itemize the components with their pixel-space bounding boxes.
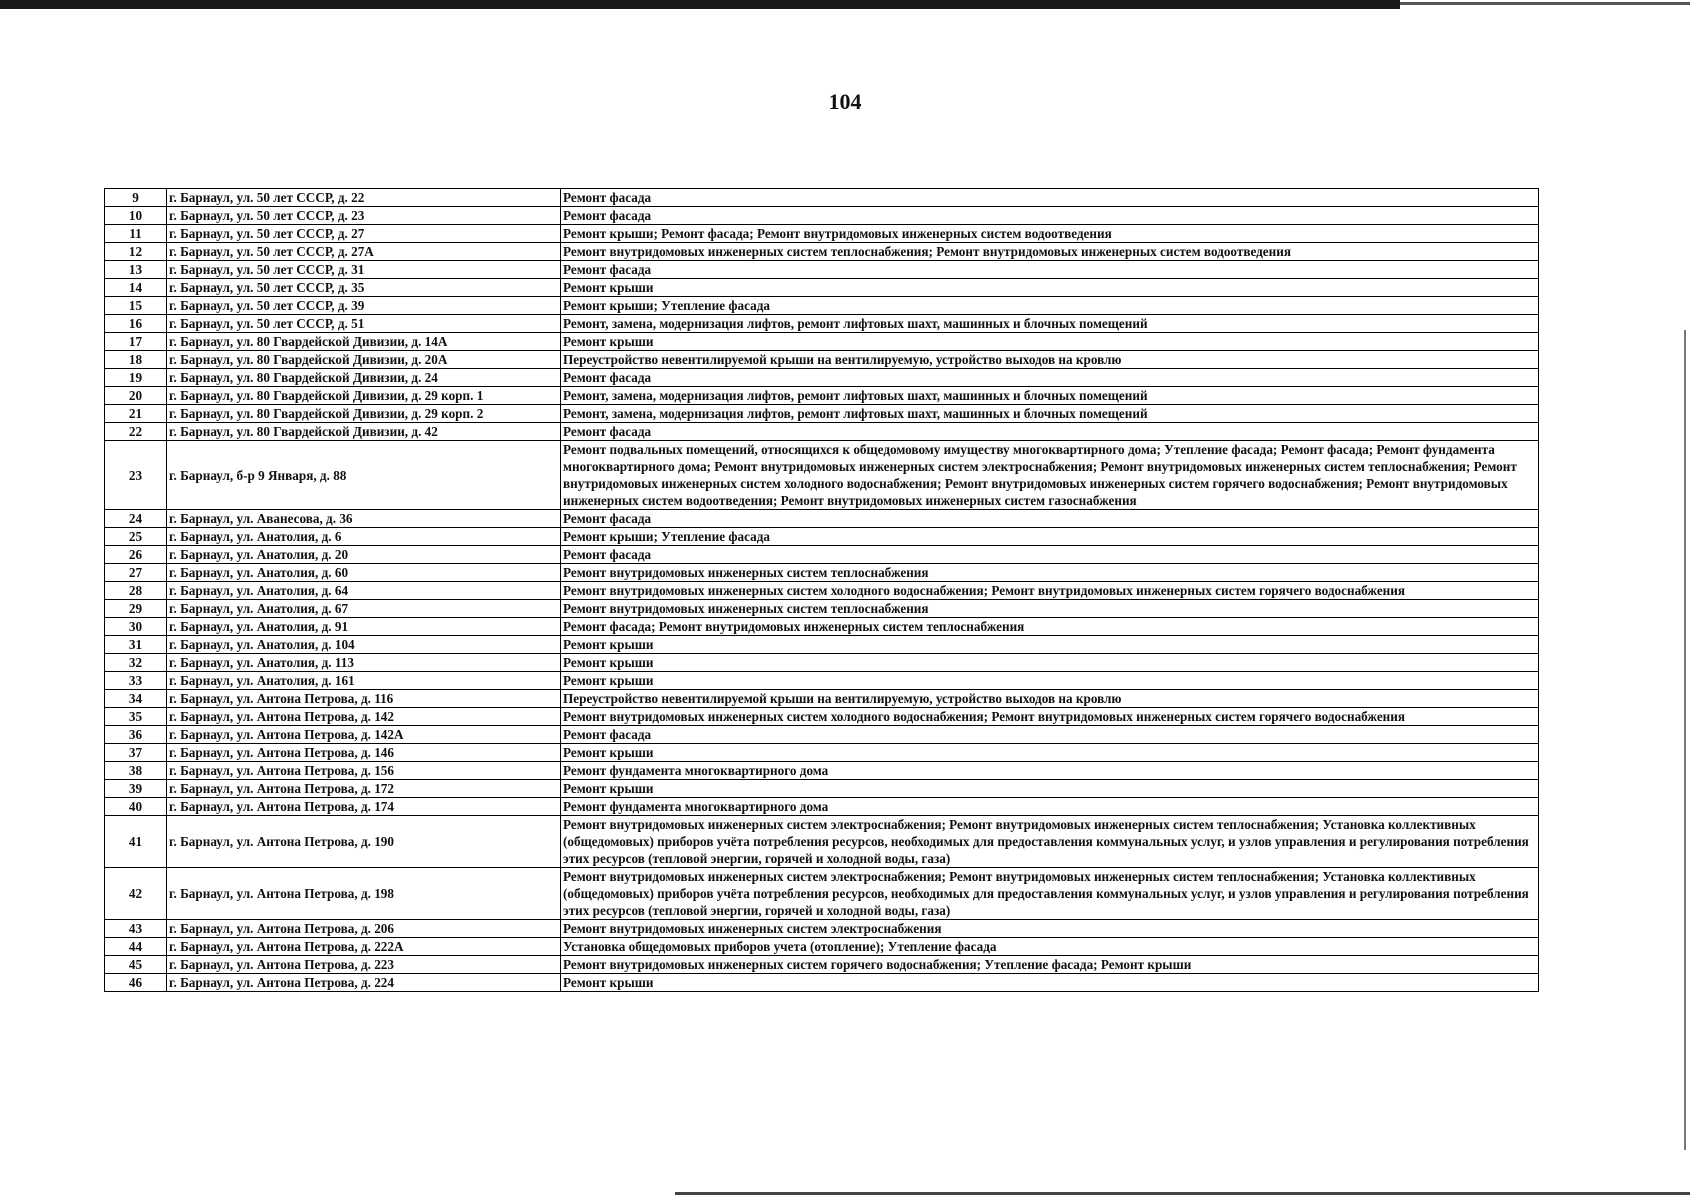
works-cell: Ремонт крыши [561,636,1539,654]
scan-edge-top [0,0,1400,9]
address-cell: г. Барнаул, ул. Антона Петрова, д. 222А [167,938,561,956]
table-row [105,405,1539,423]
row-number: 24 [105,510,167,528]
address-cell: г. Барнаул, ул. Анатолия, д. 64 [167,582,561,600]
scan-edge-bottom [675,1192,1690,1195]
address-cell: г. Барнаул, ул. Антона Петрова, д. 146 [167,744,561,762]
address-cell: г. Барнаул, ул. 50 лет СССР, д. 31 [167,261,561,279]
works-cell: Ремонт крыши [561,654,1539,672]
works-cell: Ремонт крыши [561,744,1539,762]
works-cell: Ремонт фасада [561,546,1539,564]
table-row [105,207,1539,225]
row-number: 43 [105,920,167,938]
table-row [105,297,1539,315]
works-cell: Ремонт внутридомовых инженерных систем электроснабжения; Ремонт внутридомовых инженерных систем теплоснабжения; Установка коллективных (общедомовых) приборов учёта потребления ресурсов, необходимых для предоставления коммунальных услуг, и узлов управления и регулирования потребления этих ресурсов (тепловой энергии, горячей и холодной воды, газа) [561,816,1539,868]
address-cell: г. Барнаул, ул. Анатолия, д. 60 [167,564,561,582]
works-cell: Ремонт фасада [561,726,1539,744]
address-cell: г. Барнаул, ул. Антона Петрова, д. 198 [167,868,561,920]
works-cell: Установка общедомовых приборов учета (отопление); Утепление фасада [561,938,1539,956]
row-number: 9 [105,189,167,207]
works-cell: Ремонт фасада [561,189,1539,207]
works-cell: Ремонт фундамента многоквартирного дома [561,762,1539,780]
table-row [105,708,1539,726]
address-cell: г. Барнаул, ул. 80 Гвардейской Дивизии, д. 14А [167,333,561,351]
row-number: 34 [105,690,167,708]
table-row [105,816,1539,868]
table-row [105,189,1539,207]
table-row [105,243,1539,261]
table-row [105,423,1539,441]
works-cell: Ремонт внутридомовых инженерных систем теплоснабжения [561,564,1539,582]
table-row [105,956,1539,974]
table-row [105,387,1539,405]
table-row [105,690,1539,708]
address-cell: г. Барнаул, ул. Анатолия, д. 113 [167,654,561,672]
table-row [105,600,1539,618]
address-cell: г. Барнаул, ул. 50 лет СССР, д. 35 [167,279,561,297]
works-cell: Ремонт внутридомовых инженерных систем холодного водоснабжения; Ремонт внутридомовых инженерных систем горячего водоснабжения [561,708,1539,726]
row-number: 45 [105,956,167,974]
address-cell: г. Барнаул, ул. 50 лет СССР, д. 27 [167,225,561,243]
row-number: 20 [105,387,167,405]
row-number: 42 [105,868,167,920]
table-row [105,546,1539,564]
table-row [105,333,1539,351]
scan-edge-top-fade [1400,2,1690,5]
repair-works-table [104,188,1539,992]
table-row [105,798,1539,816]
row-number: 25 [105,528,167,546]
works-cell: Ремонт, замена, модернизация лифтов, ремонт лифтовых шахт, машинных и блочных помещений [561,405,1539,423]
works-cell: Ремонт фундамента многоквартирного дома [561,798,1539,816]
address-cell: г. Барнаул, ул. 80 Гвардейской Дивизии, д. 24 [167,369,561,387]
row-number: 18 [105,351,167,369]
row-number: 29 [105,600,167,618]
address-cell: г. Барнаул, ул. Антона Петрова, д. 142 [167,708,561,726]
table-row [105,369,1539,387]
row-number: 30 [105,618,167,636]
row-number: 37 [105,744,167,762]
address-cell: г. Барнаул, ул. Антона Петрова, д. 206 [167,920,561,938]
address-cell: г. Барнаул, ул. Антона Петрова, д. 190 [167,816,561,868]
table-row [105,564,1539,582]
address-cell: г. Барнаул, ул. 50 лет СССР, д. 23 [167,207,561,225]
address-cell: г. Барнаул, ул. Антона Петрова, д. 142А [167,726,561,744]
address-cell: г. Барнаул, ул. Антона Петрова, д. 116 [167,690,561,708]
works-cell: Ремонт, замена, модернизация лифтов, ремонт лифтовых шахт, машинных и блочных помещений [561,315,1539,333]
address-cell: г. Барнаул, ул. 80 Гвардейской Дивизии, д. 42 [167,423,561,441]
address-cell: г. Барнаул, ул. Антона Петрова, д. 224 [167,974,561,992]
address-cell: г. Барнаул, ул. 50 лет СССР, д. 22 [167,189,561,207]
table-row [105,510,1539,528]
works-cell: Переустройство невентилируемой крыши на вентилируемую, устройство выходов на кровлю [561,690,1539,708]
address-cell: г. Барнаул, ул. Анатолия, д. 161 [167,672,561,690]
table-row [105,261,1539,279]
table-row [105,672,1539,690]
row-number: 14 [105,279,167,297]
table-row [105,762,1539,780]
address-cell: г. Барнаул, ул. Анатолия, д. 91 [167,618,561,636]
works-cell: Ремонт, замена, модернизация лифтов, ремонт лифтовых шахт, машинных и блочных помещений [561,387,1539,405]
works-cell: Ремонт внутридомовых инженерных систем холодного водоснабжения; Ремонт внутридомовых инженерных систем горячего водоснабжения [561,582,1539,600]
address-cell: г. Барнаул, ул. Антона Петрова, д. 156 [167,762,561,780]
works-cell: Ремонт фасада [561,369,1539,387]
works-cell: Ремонт крыши; Утепление фасада [561,528,1539,546]
table-body [105,189,1539,992]
works-cell: Ремонт крыши [561,672,1539,690]
works-cell: Переустройство невентилируемой крыши на вентилируемую, устройство выходов на кровлю [561,351,1539,369]
row-number: 44 [105,938,167,956]
row-number: 28 [105,582,167,600]
table-row [105,441,1539,510]
address-cell: г. Барнаул, ул. Аванесова, д. 36 [167,510,561,528]
works-cell: Ремонт фасада [561,423,1539,441]
address-cell: г. Барнаул, ул. 80 Гвардейской Дивизии, д. 29 корп. 2 [167,405,561,423]
address-cell: г. Барнаул, б-р 9 Января, д. 88 [167,441,561,510]
address-cell: г. Барнаул, ул. Антона Петрова, д. 174 [167,798,561,816]
table-row [105,636,1539,654]
row-number: 13 [105,261,167,279]
row-number: 17 [105,333,167,351]
table-row [105,868,1539,920]
address-cell: г. Барнаул, ул. Анатолия, д. 104 [167,636,561,654]
works-cell: Ремонт крыши [561,780,1539,798]
row-number: 21 [105,405,167,423]
row-number: 16 [105,315,167,333]
table-row [105,726,1539,744]
row-number: 39 [105,780,167,798]
row-number: 10 [105,207,167,225]
works-cell: Ремонт внутридомовых инженерных систем электроснабжения; Ремонт внутридомовых инженерных систем теплоснабжения; Установка коллективных (общедомовых) приборов учёта потребления ресурсов, необходимых для предоставления коммунальных услуг, и узлов управления и регулирования потребления этих ресурсов (тепловой энергии, горячей и холодной воды, газа) [561,868,1539,920]
address-cell: г. Барнаул, ул. Антона Петрова, д. 223 [167,956,561,974]
row-number: 12 [105,243,167,261]
works-cell: Ремонт подвальных помещений, относящихся к общедомовому имуществу многоквартирного дома; Утепление фасада; Ремонт фасада; Ремонт фундамента многоквартирного дома; Ремонт внутридомовых инженерных систем электроснабжения; Ремонт внутридомовых инженерных систем теплоснабжения; Ремонт внутридомовых инженерных систем холодного водоснабжения; Ремонт внутридомовых инженерных систем горячего водоснабжения; Ремонт внутридомовых инженерных систем водоотведения; Ремонт внутридомовых инженерных систем газоснабжения [561,441,1539,510]
table-row [105,780,1539,798]
row-number: 36 [105,726,167,744]
works-cell: Ремонт внутридомовых инженерных систем горячего водоснабжения; Утепление фасада; Ремонт крыши [561,956,1539,974]
works-cell: Ремонт внутридомовых инженерных систем теплоснабжения; Ремонт внутридомовых инженерных систем водоотведения [561,243,1539,261]
row-number: 26 [105,546,167,564]
page-number: 104 [828,89,862,114]
row-number: 22 [105,423,167,441]
row-number: 35 [105,708,167,726]
works-cell: Ремонт фасада [561,510,1539,528]
table-row [105,315,1539,333]
scan-edge-right [1684,330,1686,1150]
works-cell: Ремонт крыши; Утепление фасада [561,297,1539,315]
row-number: 11 [105,225,167,243]
table-row [105,225,1539,243]
works-cell: Ремонт внутридомовых инженерных систем теплоснабжения [561,600,1539,618]
address-cell: г. Барнаул, ул. Анатолия, д. 67 [167,600,561,618]
table-row [105,974,1539,992]
address-cell: г. Барнаул, ул. Анатолия, д. 6 [167,528,561,546]
row-number: 27 [105,564,167,582]
table-row [105,744,1539,762]
table-row [105,618,1539,636]
row-number: 38 [105,762,167,780]
works-cell: Ремонт фасада [561,261,1539,279]
address-cell: г. Барнаул, ул. 80 Гвардейской Дивизии, д. 20А [167,351,561,369]
works-cell: Ремонт фасада; Ремонт внутридомовых инженерных систем теплоснабжения [561,618,1539,636]
address-cell: г. Барнаул, ул. 80 Гвардейской Дивизии, д. 29 корп. 1 [167,387,561,405]
row-number: 41 [105,816,167,868]
table-row [105,920,1539,938]
table-row [105,938,1539,956]
row-number: 15 [105,297,167,315]
works-cell: Ремонт крыши [561,279,1539,297]
works-cell: Ремонт крыши [561,974,1539,992]
works-cell: Ремонт крыши [561,333,1539,351]
works-cell: Ремонт внутридомовых инженерных систем электроснабжения [561,920,1539,938]
row-number: 40 [105,798,167,816]
works-cell: Ремонт крыши; Ремонт фасада; Ремонт внутридомовых инженерных систем водоотведения [561,225,1539,243]
address-cell: г. Барнаул, ул. 50 лет СССР, д. 39 [167,297,561,315]
address-cell: г. Барнаул, ул. Антона Петрова, д. 172 [167,780,561,798]
row-number: 19 [105,369,167,387]
address-cell: г. Барнаул, ул. 50 лет СССР, д. 27А [167,243,561,261]
row-number: 32 [105,654,167,672]
row-number: 23 [105,441,167,510]
table-row [105,279,1539,297]
table-row [105,351,1539,369]
row-number: 33 [105,672,167,690]
address-cell: г. Барнаул, ул. 50 лет СССР, д. 51 [167,315,561,333]
works-cell: Ремонт фасада [561,207,1539,225]
address-cell: г. Барнаул, ул. Анатолия, д. 20 [167,546,561,564]
table-row [105,528,1539,546]
row-number: 46 [105,974,167,992]
row-number: 31 [105,636,167,654]
table-row [105,582,1539,600]
table-row [105,654,1539,672]
